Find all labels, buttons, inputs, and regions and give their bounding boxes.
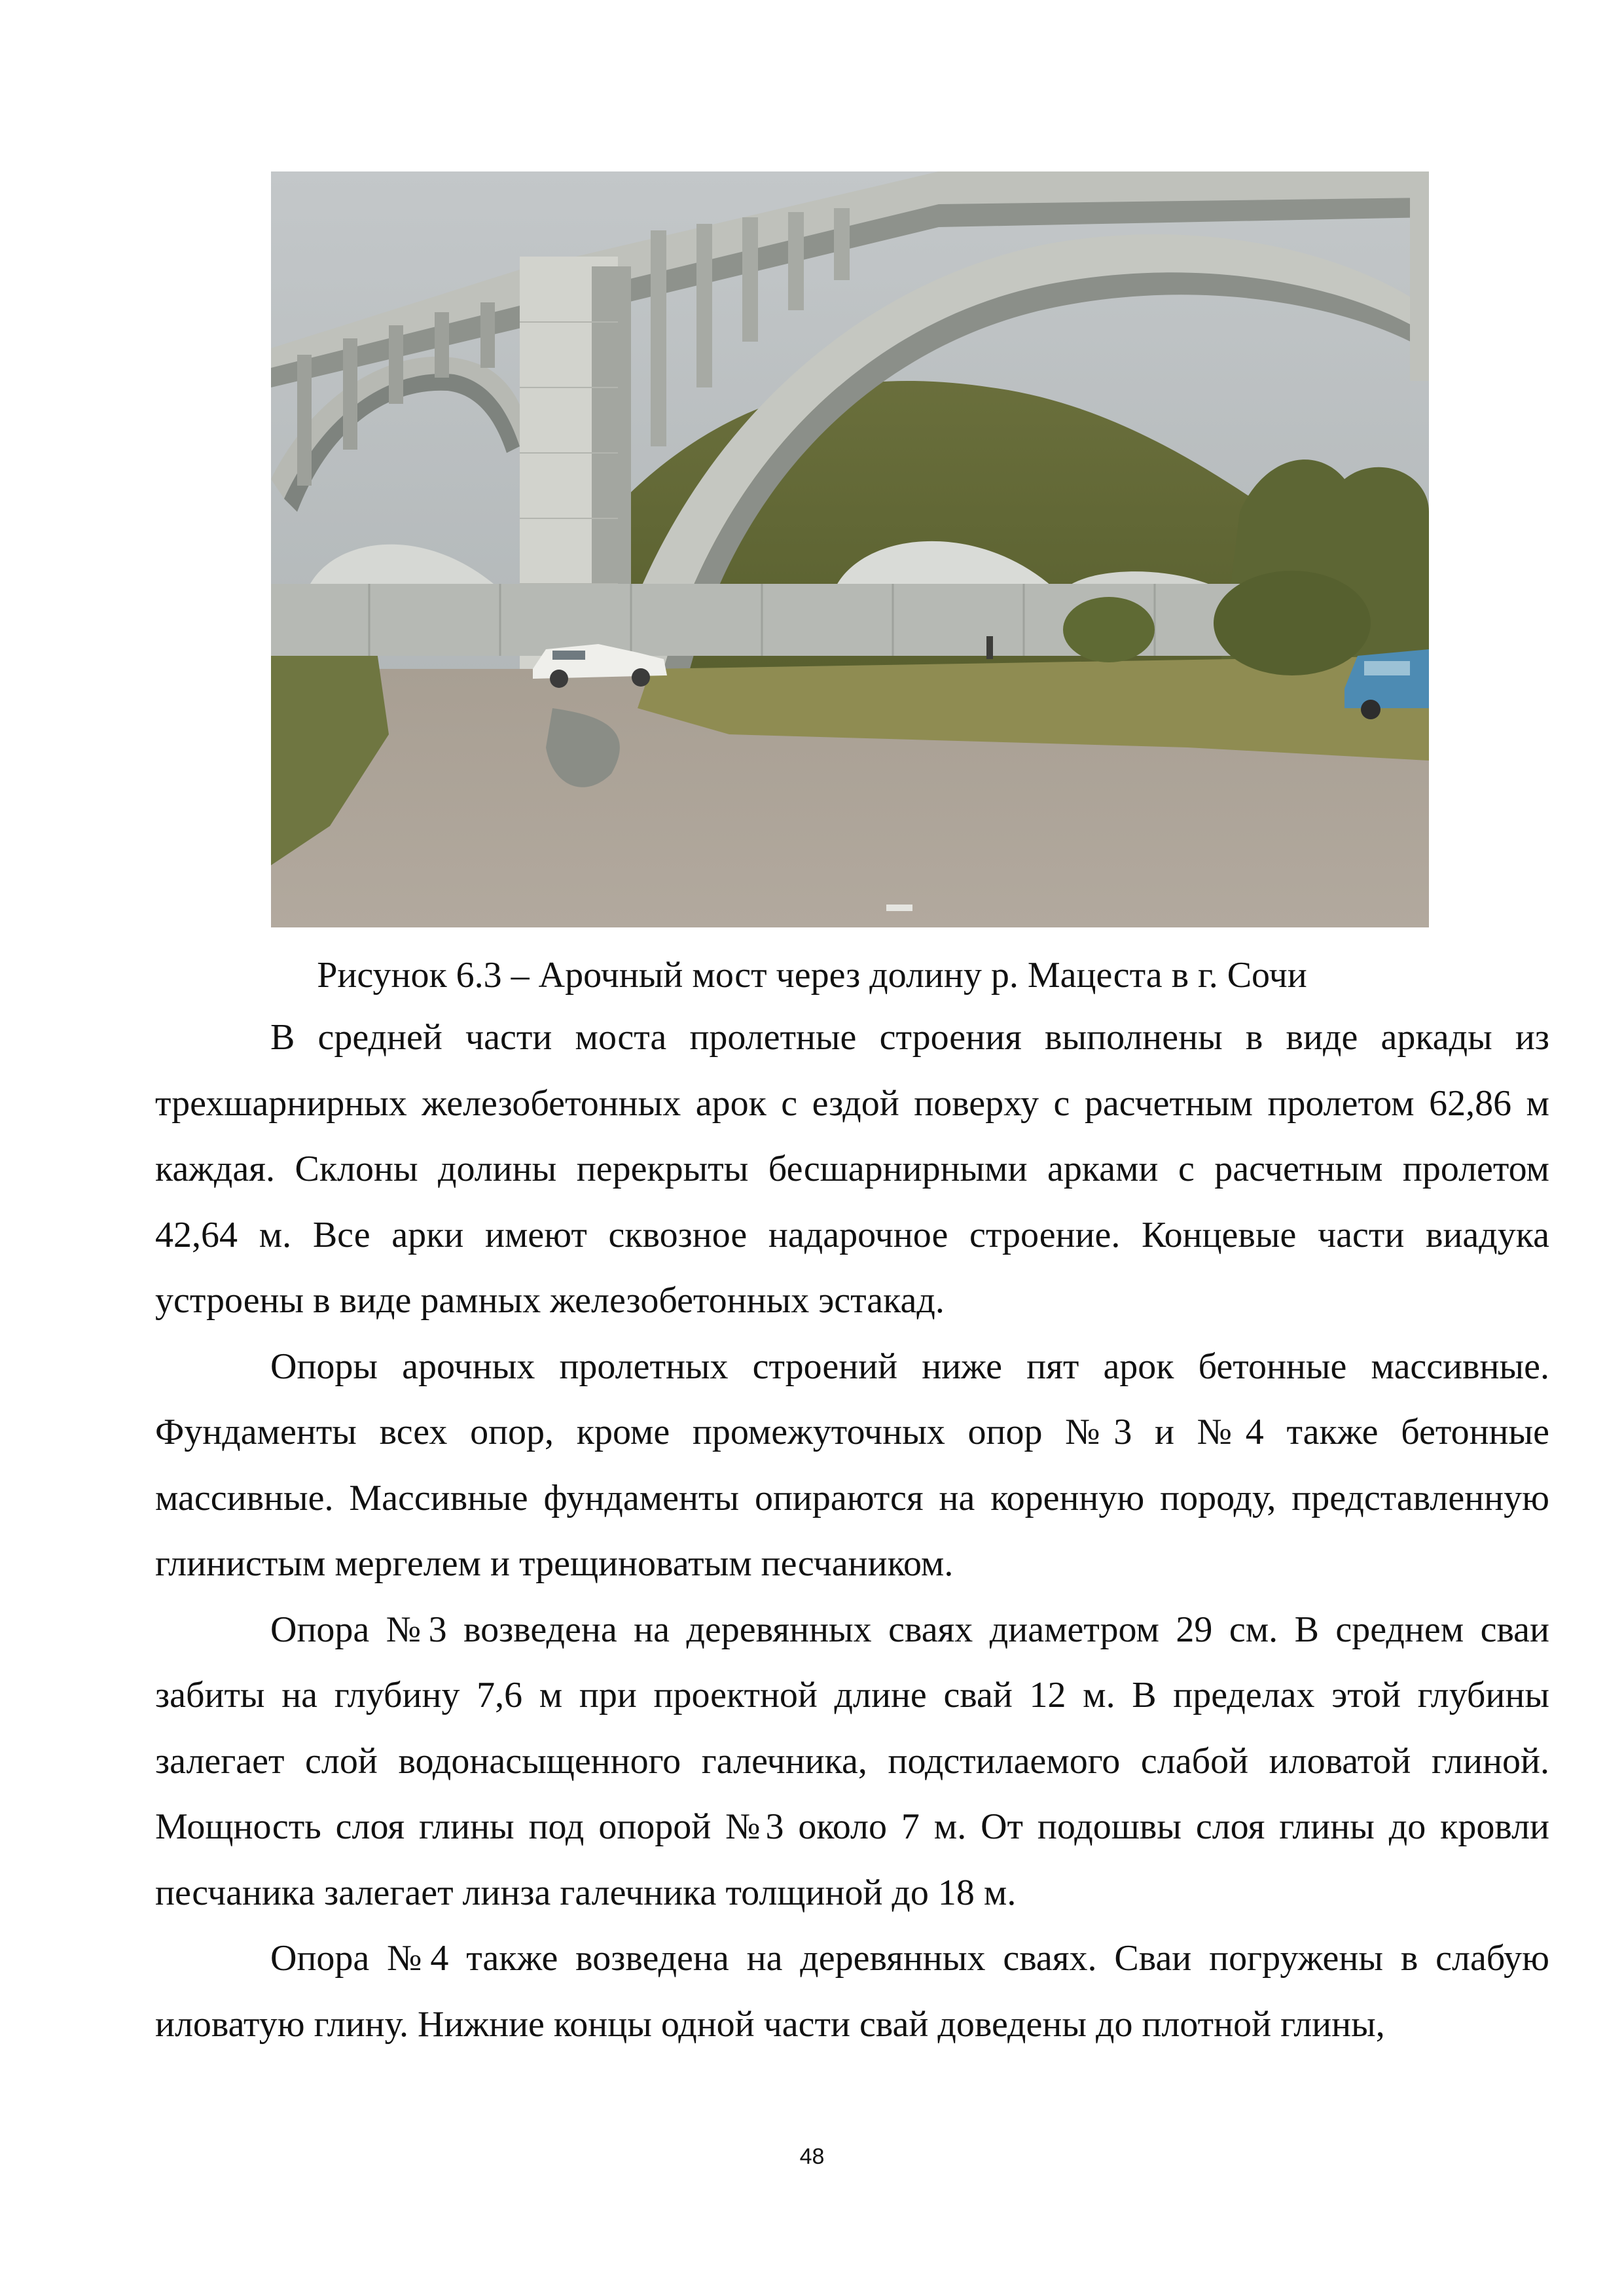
paragraph: В средней части моста пролетные строения выполнены в виде аркады из трехшарнирных железобетонных арок с ездой поверху с расчетным пролетом 62,86 м каждая. Склоны долины перекрыты бесшарнирными арками с расчетным пролетом 42,64 м. Все арки имеют сквозное надарочное строение. Концевые части виадука устроены в виде рамных железобетонных эстакад. <box>155 1017 1549 1321</box>
bridge-photo-drawing <box>271 171 1429 927</box>
litter <box>886 905 912 911</box>
bush-right <box>1214 571 1371 675</box>
bush-center <box>1063 597 1155 662</box>
figure-caption: Рисунок 6.3 – Арочный мост через долину р. Мацеста в г. Сочи <box>317 955 1307 996</box>
bridge-photo <box>271 171 1429 927</box>
paragraph: Опора №4 также возведена на деревянных сваях. Сваи погружены в слабую иловатую глину. Нижние концы одной части свай доведены до плотной глины, <box>155 1938 1549 2045</box>
pedestrian <box>986 636 993 659</box>
paragraph: Опоры арочных пролетных строений ниже пят арок бетонные массивные. Фундаменты всех опор, кроме промежуточных опор №3 и №4 также бетонные массивные. Массивные фундаменты опираются на коренную породу, представленную глинистым мергелем и трещиноватым песчаником. <box>155 1346 1549 1584</box>
page-number: 48 <box>799 2144 825 2169</box>
paragraph: Опора №3 возведена на деревянных сваях диаметром 29 см. В среднем сваи забиты на глубину 7,6 м при проектной длине свай 12 м. В пределах этой глубины залегает слой водонасыщенного галечника, подстилаемого слабой иловатой глиной. Мощность слоя глины под опорой №3 около 7 м. От подошвы слоя глины до кровли песчаника залегает линза галечника толщиной до 18 м. <box>155 1609 1549 1913</box>
far-right-pier <box>1410 171 1429 381</box>
body-text <box>155 1005 1549 2057</box>
